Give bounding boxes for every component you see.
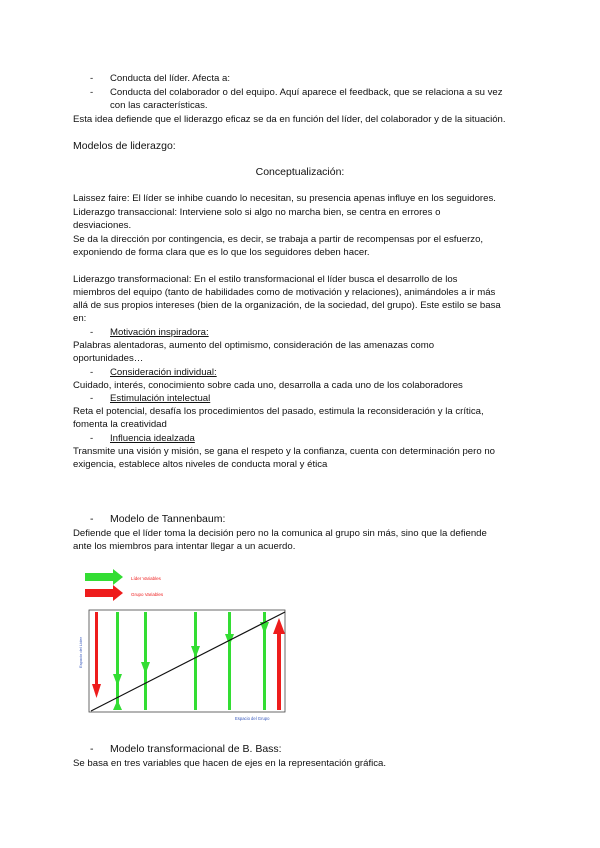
bullet-marker: - xyxy=(90,367,94,378)
laissez-faire-text: Laissez faire: El líder se inhibe cuando lo necesitan, su presencia apenas influye en los seguidores. xyxy=(73,193,496,204)
transformational-text-3: allá de sus propios intereses (bien de la organización, de la sociedad, del grupo). Este estilo se basa xyxy=(73,300,501,311)
dimension-desc-inspirational-cont: oportunidades… xyxy=(73,353,144,364)
group-line-1 xyxy=(116,612,119,710)
models-heading: Modelos de liderazgo: xyxy=(73,140,176,152)
transformational-text-2: miembros del equipo (tanto de habilidades como de motivación y relaciones), animándoles a ir más xyxy=(73,287,496,298)
tannenbaum-diagram xyxy=(73,568,303,728)
intro-summary: Esta idea defiende que el liderazgo eficaz se da en función del líder, del colaborador y de la situación. xyxy=(73,114,506,125)
tannenbaum-title: Modelo de Tannenbaum: xyxy=(110,513,226,525)
bullet-marker: - xyxy=(90,393,94,404)
dimension-desc-intellectual: Reta el potencial, desafía los procedimientos del pasado, estimula la reconsideración y la crítica, xyxy=(73,406,484,417)
leader-arrow-left xyxy=(95,612,98,686)
dimension-desc-idealized: Transmite una visión y misión, se gana el respeto y la confianza, cuenta con determinación pero no xyxy=(73,446,496,457)
dimension-desc-inspirational: Palabras alentadoras, aumento del optimismo, consideración de las amenazas como xyxy=(73,340,435,351)
transactional-text-cont: desviaciones. xyxy=(73,220,132,231)
bullet-marker: - xyxy=(90,433,94,444)
bullet-leader-conduct: Conducta del líder. Afecta a: xyxy=(110,73,231,84)
tannenbaum-desc: Defiende que el líder toma la decisión pero no la comunica al grupo sin más, sino que la defiende xyxy=(73,528,487,539)
transactional-text: Liderazgo transaccional: Interviene solo si algo no marcha bien, se centra en errores o xyxy=(73,207,441,218)
bass-desc: Se basa en tres variables que hacen de ejes en la representación gráfica. xyxy=(73,758,387,769)
dimension-desc-idealized-cont: exigencia, establece altos niveles de conducta moral y ética xyxy=(73,459,328,470)
dimension-title-individual: Consideración individual: xyxy=(110,367,217,378)
bullet-marker: - xyxy=(90,743,94,755)
bass-title: Modelo transformacional de B. Bass: xyxy=(110,743,282,755)
legend-group-label: Grupo Variables xyxy=(131,592,164,597)
transformational-text-4: en: xyxy=(73,313,87,324)
conceptual-heading: Conceptualización: xyxy=(255,166,345,178)
contingency-text-cont: exponiendo de forma clara que es lo que los seguidores deben hacer. xyxy=(73,247,370,258)
y-axis-label: Espacio del Líder xyxy=(78,637,83,668)
tannenbaum-desc-cont: ante los miembros para intentar llegar a un acuerdo. xyxy=(73,541,296,552)
bullet-marker: - xyxy=(90,327,94,338)
legend-leader-label: Líder Variables xyxy=(131,576,161,581)
group-line-4 xyxy=(228,612,231,710)
leader-arrow-right xyxy=(277,630,281,710)
dimension-title-idealized: Influencia idealzada xyxy=(110,433,195,444)
dimension-title-inspirational: Motivación inspiradora: xyxy=(110,327,209,338)
dimension-desc-intellectual-cont: fomenta la creatividad xyxy=(73,419,167,430)
bullet-marker: - xyxy=(90,87,94,98)
bullet-collaborator-conduct-cont: con las características. xyxy=(110,100,208,111)
bullet-marker: - xyxy=(90,513,94,525)
dimension-desc-individual: Cuidado, interés, conocimiento sobre cada uno, desarrolla a cada uno de los colaboradores xyxy=(73,380,463,391)
legend-green-arrow xyxy=(85,569,123,585)
dimension-title-intellectual: Estimulación intelectual xyxy=(110,393,211,404)
contingency-text: Se da la dirección por contingencia, es decir, se trabaja a partir de recompensas por el esfuerzo, xyxy=(73,234,484,245)
x-axis-label: Espacio del Grupo xyxy=(235,716,270,721)
group-line-2 xyxy=(144,612,147,710)
legend-red-arrow xyxy=(85,585,123,601)
transformational-text: Liderazgo transformacional: En el estilo transformacional el líder busca el desarrollo de los xyxy=(73,274,458,285)
group-line-3 xyxy=(194,612,197,710)
bullet-collaborator-conduct: Conducta del colaborador o del equipo. Aquí aparece el feedback, que se relaciona a su vez xyxy=(110,87,503,98)
bullet-marker: - xyxy=(90,73,94,84)
